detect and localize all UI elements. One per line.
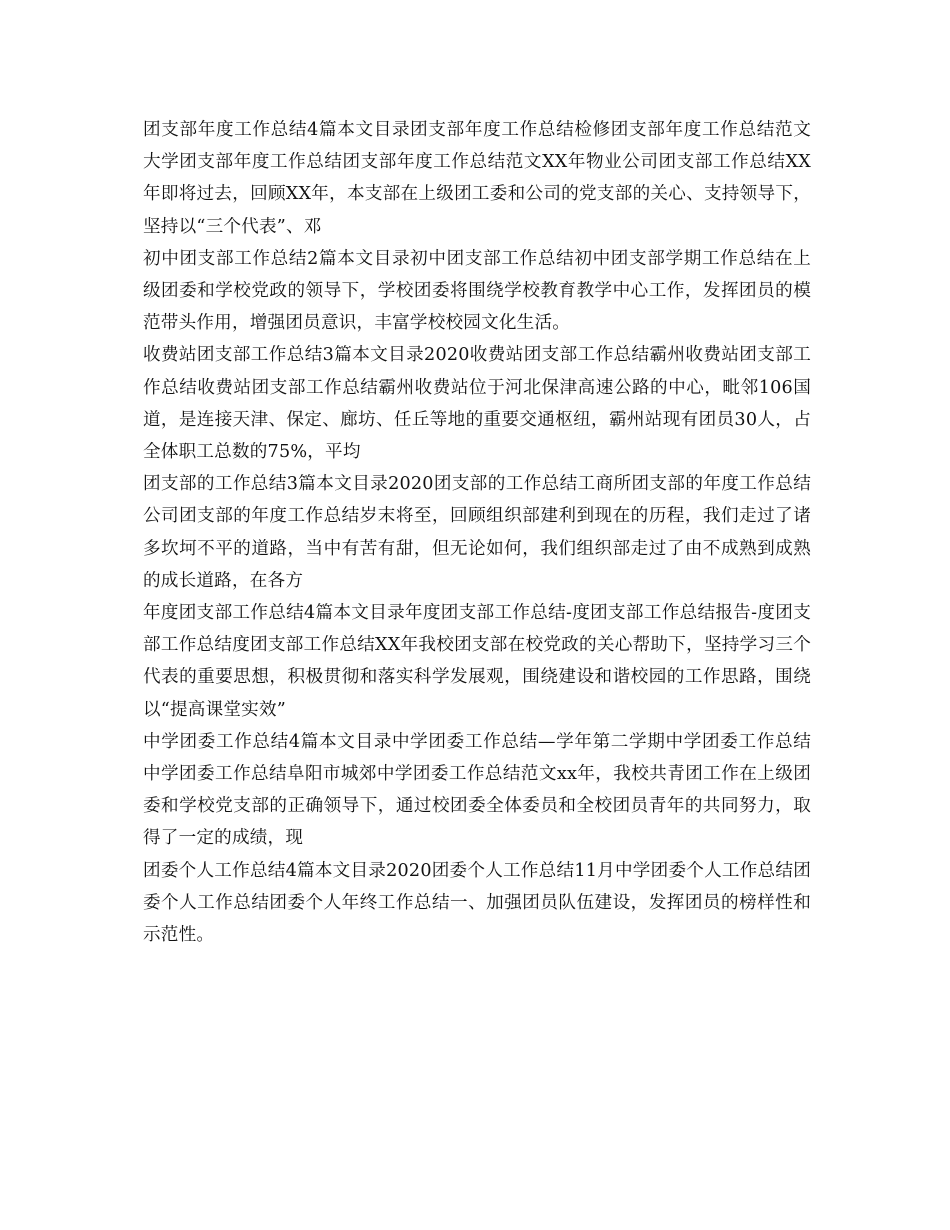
paragraph-yearly-tuan-zhibu-summary: 年度团支部工作总结4篇本文目录年度团支部工作总结-度团支部工作总结报告-度团支部工作总结度团支部工作总结XX年我校团支部在校党政的关心帮助下，坚持学习三个代表的重要思想，积极贯彻和落实科学发展观，围绕建设和谐校园的工作思路，围绕以“提高课堂实效”: [143, 603, 811, 720]
paragraph-tuanwei-personal-summary: 团委个人工作总结4篇本文目录2020团委个人工作总结11月中学团委个人工作总结团委个人工作总结团委个人年终工作总结一、加强团员队伍建设，发挥团员的榜样性和示范性。: [143, 860, 811, 946]
paragraph-middle-school-tuanwei-summary: 中学团委工作总结4篇本文目录中学团委工作总结—学年第二学期中学团委工作总结中学团委工作总结阜阳市城郊中学团委工作总结范文xx年，我校共青团工作在上级团委和学校党支部的正确领导下，通过校团委全体委员和全校团员青年的共同努力，取得了一定的成绩，现: [143, 731, 811, 849]
paragraph-toll-station-summary: 收费站团支部工作总结3篇本文目录2020收费站团支部工作总结霸州收费站团支部工作总结收费站团支部工作总结霸州收费站位于河北保津高速公路的中心，毗邻106国道，是连接天津、保定、廊坊、任丘等地的重要交通枢纽，霸州站现有团员30人，占全体职工总数的75%，平均: [143, 345, 811, 463]
document-body: [143, 114, 811, 951]
paragraph-junior-high-summary: 初中团支部工作总结2篇本文目录初中团支部工作总结初中团支部学期工作总结在上级团委和学校党政的领导下，学校团委将围绕学校教育教学中心工作，发挥团员的模范带头作用，增强团员意识，丰富学校校园文化生活。: [143, 248, 811, 334]
paragraph-tuan-zhibu-annual-summary: 团支部年度工作总结4篇本文目录团支部年度工作总结检修团支部年度工作总结范文大学团支部年度工作总结团支部年度工作总结范文XX年物业公司团支部工作总结XX年即将过去，回顾XX年，本支部在上级团工委和公司的党支部的关心、支持领导下，坚持以“三个代表”、邓: [143, 120, 811, 237]
paragraph-tuan-zhibu-work-summary: 团支部的工作总结3篇本文目录2020团支部的工作总结工商所团支部的年度工作总结公司团支部的年度工作总结岁末将至，回顾组织部建利到现在的历程，我们走过了诸多坎坷不平的道路，当中有苦有甜，但无论如何，我们组织部走过了由不成熟到成熟的成长道路，在各方: [143, 474, 811, 591]
